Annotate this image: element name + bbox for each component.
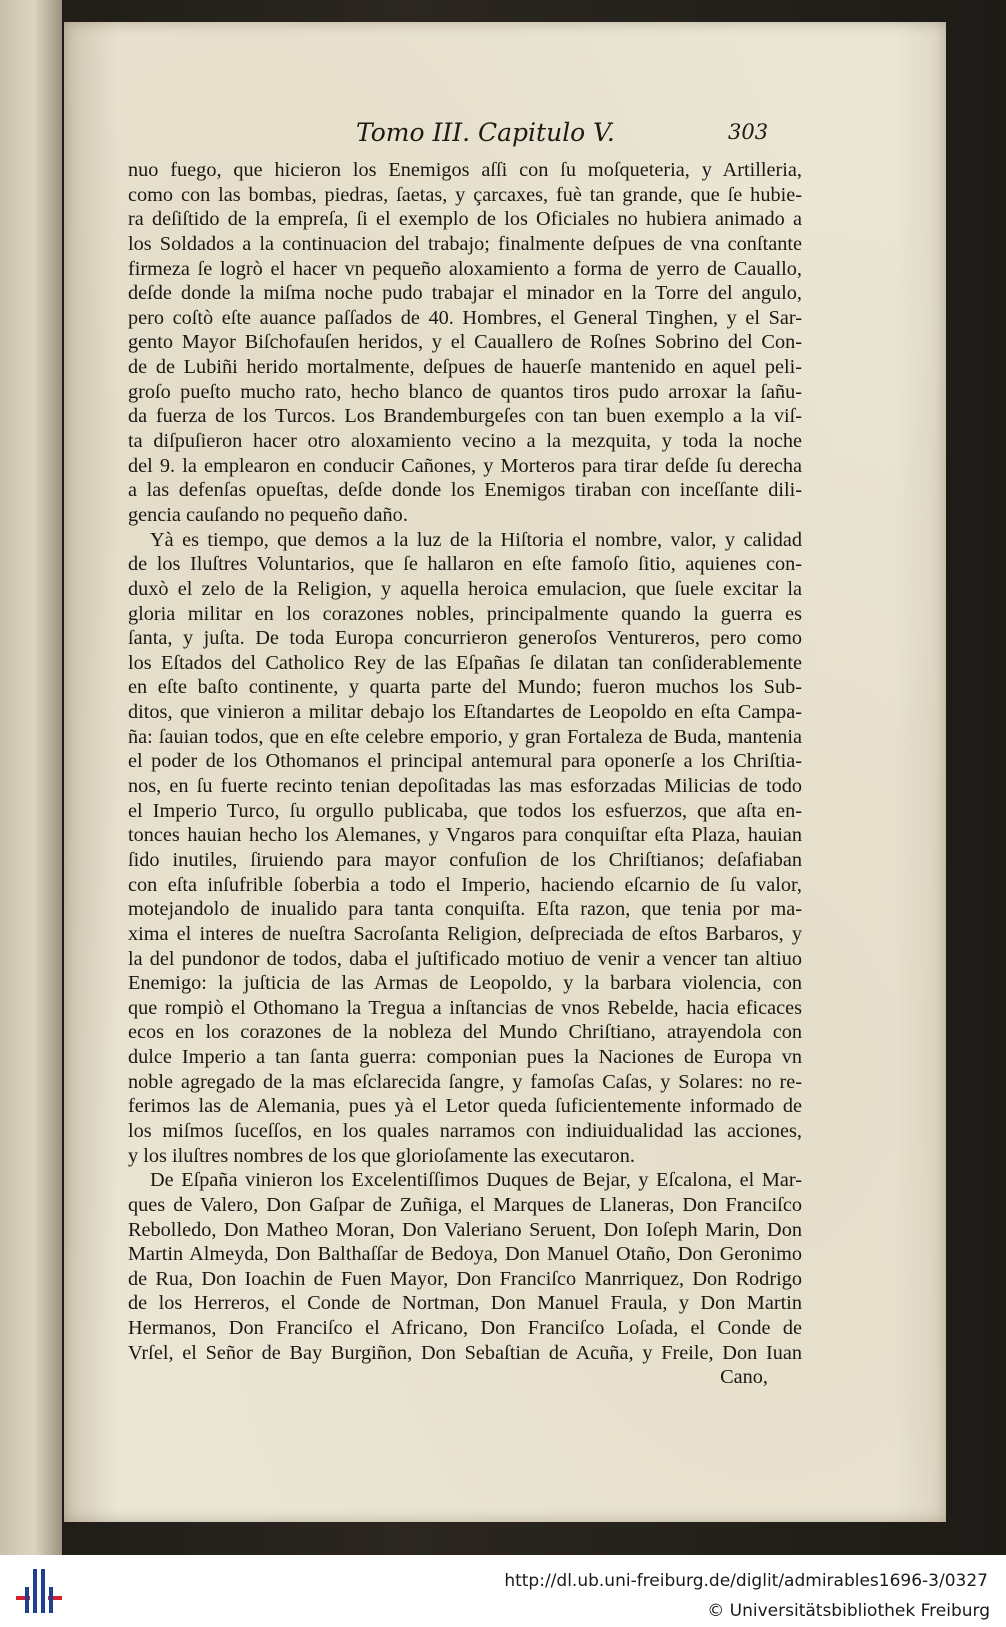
viewer-footer <box>0 1555 1006 1627</box>
text-line: Hermanos, Don Franciſco el Africano, Don Franciſco Loſada, el Conde de <box>128 1317 802 1340</box>
text-line: ques de Valero, Don Gaſpar de Zuñiga, el Marques de Llaneras, Don Franciſco <box>128 1193 802 1216</box>
text-line: ditos, que vinieron a militar debajo los Eſtandartes de Leopoldo en eſta Campa- <box>128 701 802 724</box>
source-url[interactable]: http://dl.ub.uni-freiburg.de/diglit/admirables1696-3/0327 <box>504 1571 988 1591</box>
text-line: en eſte baſto continente, y quarta parte del Mundo; fueron muchos los Sub- <box>128 676 802 699</box>
facing-page-edge <box>0 0 62 1555</box>
text-line: De Eſpaña vinieron los Excelentiſſimos Duques de Bejar, y Eſcalona, el Mar- <box>150 1169 802 1192</box>
text-line: groſo pueſto mucho rato, hecho blanco de quantos tiros pudo arroxar la ſañu- <box>128 380 802 403</box>
text-line: a las defenſas opueſtas, deſde donde los Enemigos tiraban con inceſſante dili- <box>128 479 802 502</box>
text-line: Rebolledo, Don Matheo Moran, Don Valeriano Seruent, Don Ioſeph Marin, Don <box>128 1218 802 1241</box>
text-line: con eſta inſufrible ſoberbia a todo el Imperio, haciendo eſcarnio de ſu valor, <box>128 873 802 896</box>
text-line: Yà es tiempo, que demos a la luz de la Hiſtoria el nombre, valor, y calidad <box>150 528 802 551</box>
text-line: los Eſtados del Catholico Rey de las Eſpañas ſe dilatan tan conſiderablemente <box>128 651 802 674</box>
text-line: da fuerza de los Turcos. Los Brandemburgeſes con tan buen exemplo a la viſ- <box>128 405 802 428</box>
text-line: el Imperio Turco, ſu orgullo publicaba, que todos los esfuerzos, que aſta en- <box>128 799 802 822</box>
text-line: la del pundonor de todos, daba el juſtificado motiuo de venir a vencer tan altiuo <box>128 947 802 970</box>
text-line: firmeza ſe logrò el hacer vn pequeño aloxamiento a forma de yerro de Cauallo, <box>128 257 802 280</box>
text-line: y los iluſtres nombres de los que glorioſamente las executaron. <box>128 1144 635 1167</box>
text-line: noble agregado de la mas eſclarecida ſangre, y famoſas Caſas, y Solares: no re- <box>128 1070 802 1093</box>
text-line: de los Herreros, el Conde de Nortman, Don Manuel Fraula, y Don Martin <box>128 1292 802 1315</box>
university-library-logo-icon <box>12 1567 66 1617</box>
text-line: ferimos las de Alemania, pues yà el Letor queda ſuficientemente informado de <box>128 1095 802 1118</box>
text-line: motejandolo de inualido para tanta conquiſta. Eſta razon, que tenia por ma- <box>128 898 802 921</box>
text-line: de Rua, Don Ioachin de Fuen Mayor, Don Franciſco Manrriquez, Don Rodrigo <box>128 1267 802 1290</box>
text-line: xima el interes de nueſtra Sacroſanta Religion, deſpreciada de eſtos Barbaros, y <box>128 922 802 945</box>
text-line: dulce Imperio a tan ſanta guerra: componian pues la Naciones de Europa vn <box>128 1046 802 1069</box>
text-line: ña: ſauian todos, que en eſte celebre emporio, y gran Fortaleza de Buda, mantenia <box>128 725 802 748</box>
text-line: los miſmos ſuceſſos, en los quales narramos con indiuidualidad las acciones, <box>128 1119 802 1142</box>
text-line: duxò el zelo de la Religion, y aquella heroica emulacion, que ſuele excitar la <box>128 577 802 600</box>
text-line: que rompiò el Othomano la Tregua a inſtancias de vnos Rebelde, hacia eficaces <box>128 996 802 1019</box>
text-line: tonces hauian hecho los Alemanes, y Vngaros para conquiſtar eſta Plaza, hauian <box>128 824 802 847</box>
text-line: ecos en los corazones de la nobleza del Mundo Chriſtiano, atrayendola con <box>128 1021 802 1044</box>
catchword: Cano, <box>720 1366 768 1389</box>
text-line: de de Lubiñi herido mortalmente, deſpues de hauerſe mantenido en aquel peli- <box>128 356 802 379</box>
text-line: nuo fuego, que hicieron los Enemigos aſſi con ſu moſqueteria, y Artilleria, <box>128 159 802 181</box>
text-line: ſido inutiles, ſiruiendo para mayor confuſion de los Chriſtianos; deſafiaban <box>128 848 802 871</box>
text-line: ta diſpuſieron hacer otro aloxamiento vecino a la mezquita, y toda la noche <box>128 430 802 453</box>
text-line: como con las bombas, piedras, ſaetas, y çarcaxes, fuè tan grande, que ſe hubie- <box>128 183 802 206</box>
running-title: Tomo III. Capitulo V. <box>356 118 615 147</box>
text-line: los Soldados a la continuacion del trabajo; finalmente deſpues de vna conſtante <box>128 232 802 255</box>
text-line: gento Mayor Biſchofauſen heridos, y el Cauallero de Roſnes Sobrino del Con- <box>128 331 802 354</box>
text-line: el poder de los Othomanos el principal antemural para oponerſe a los Chriſtia- <box>128 750 802 773</box>
text-line: Martin Almeyda, Don Balthaſſar de Bedoya, Don Manuel Otaño, Don Geronimo <box>128 1243 802 1266</box>
copyright-notice: © Universitätsbibliothek Freiburg <box>707 1601 990 1621</box>
text-line: gencia cauſando no pequeño daño. <box>128 503 408 526</box>
text-line: del 9. la emplearon en conducir Cañones, y Morteros para tirar deſde ſu derecha <box>128 454 802 477</box>
text-line: ra deſiſtido de la empreſa, ſi el exemplo de los Oficiales no hubiera animado a <box>128 208 802 231</box>
text-line: gloria militar en los corazones nobles, principalmente quando la guerra es <box>128 602 802 625</box>
text-line: nos, en ſu fuerte recinto tenian depoſitadas las mas esforzadas Milicias de todo <box>128 775 802 798</box>
text-line: deſde donde la miſma noche pudo trabajar el minador en la Torre del angulo, <box>128 282 802 305</box>
text-line: ſanta, y juſta. De toda Europa concurrieron generoſos Ventureros, pero como <box>128 627 802 650</box>
body-text <box>128 158 802 1390</box>
text-line: de los Iluſtres Voluntarios, que ſe hallaron en eſte famoſo ſitio, aquienes con- <box>128 553 802 576</box>
text-line: Vrſel, el Señor de Bay Burgiñon, Don Sebaſtian de Acuña, y Freile, Don Iuan <box>128 1341 802 1364</box>
text-line: Enemigo: la juſticia de las Armas de Leopoldo, y la barbara violencia, con <box>128 972 802 995</box>
page-number: 303 <box>728 120 769 144</box>
text-line: pero coſtò eſte auance paſſados de 40. Hombres, el General Tinghen, y el Sar- <box>128 306 802 329</box>
